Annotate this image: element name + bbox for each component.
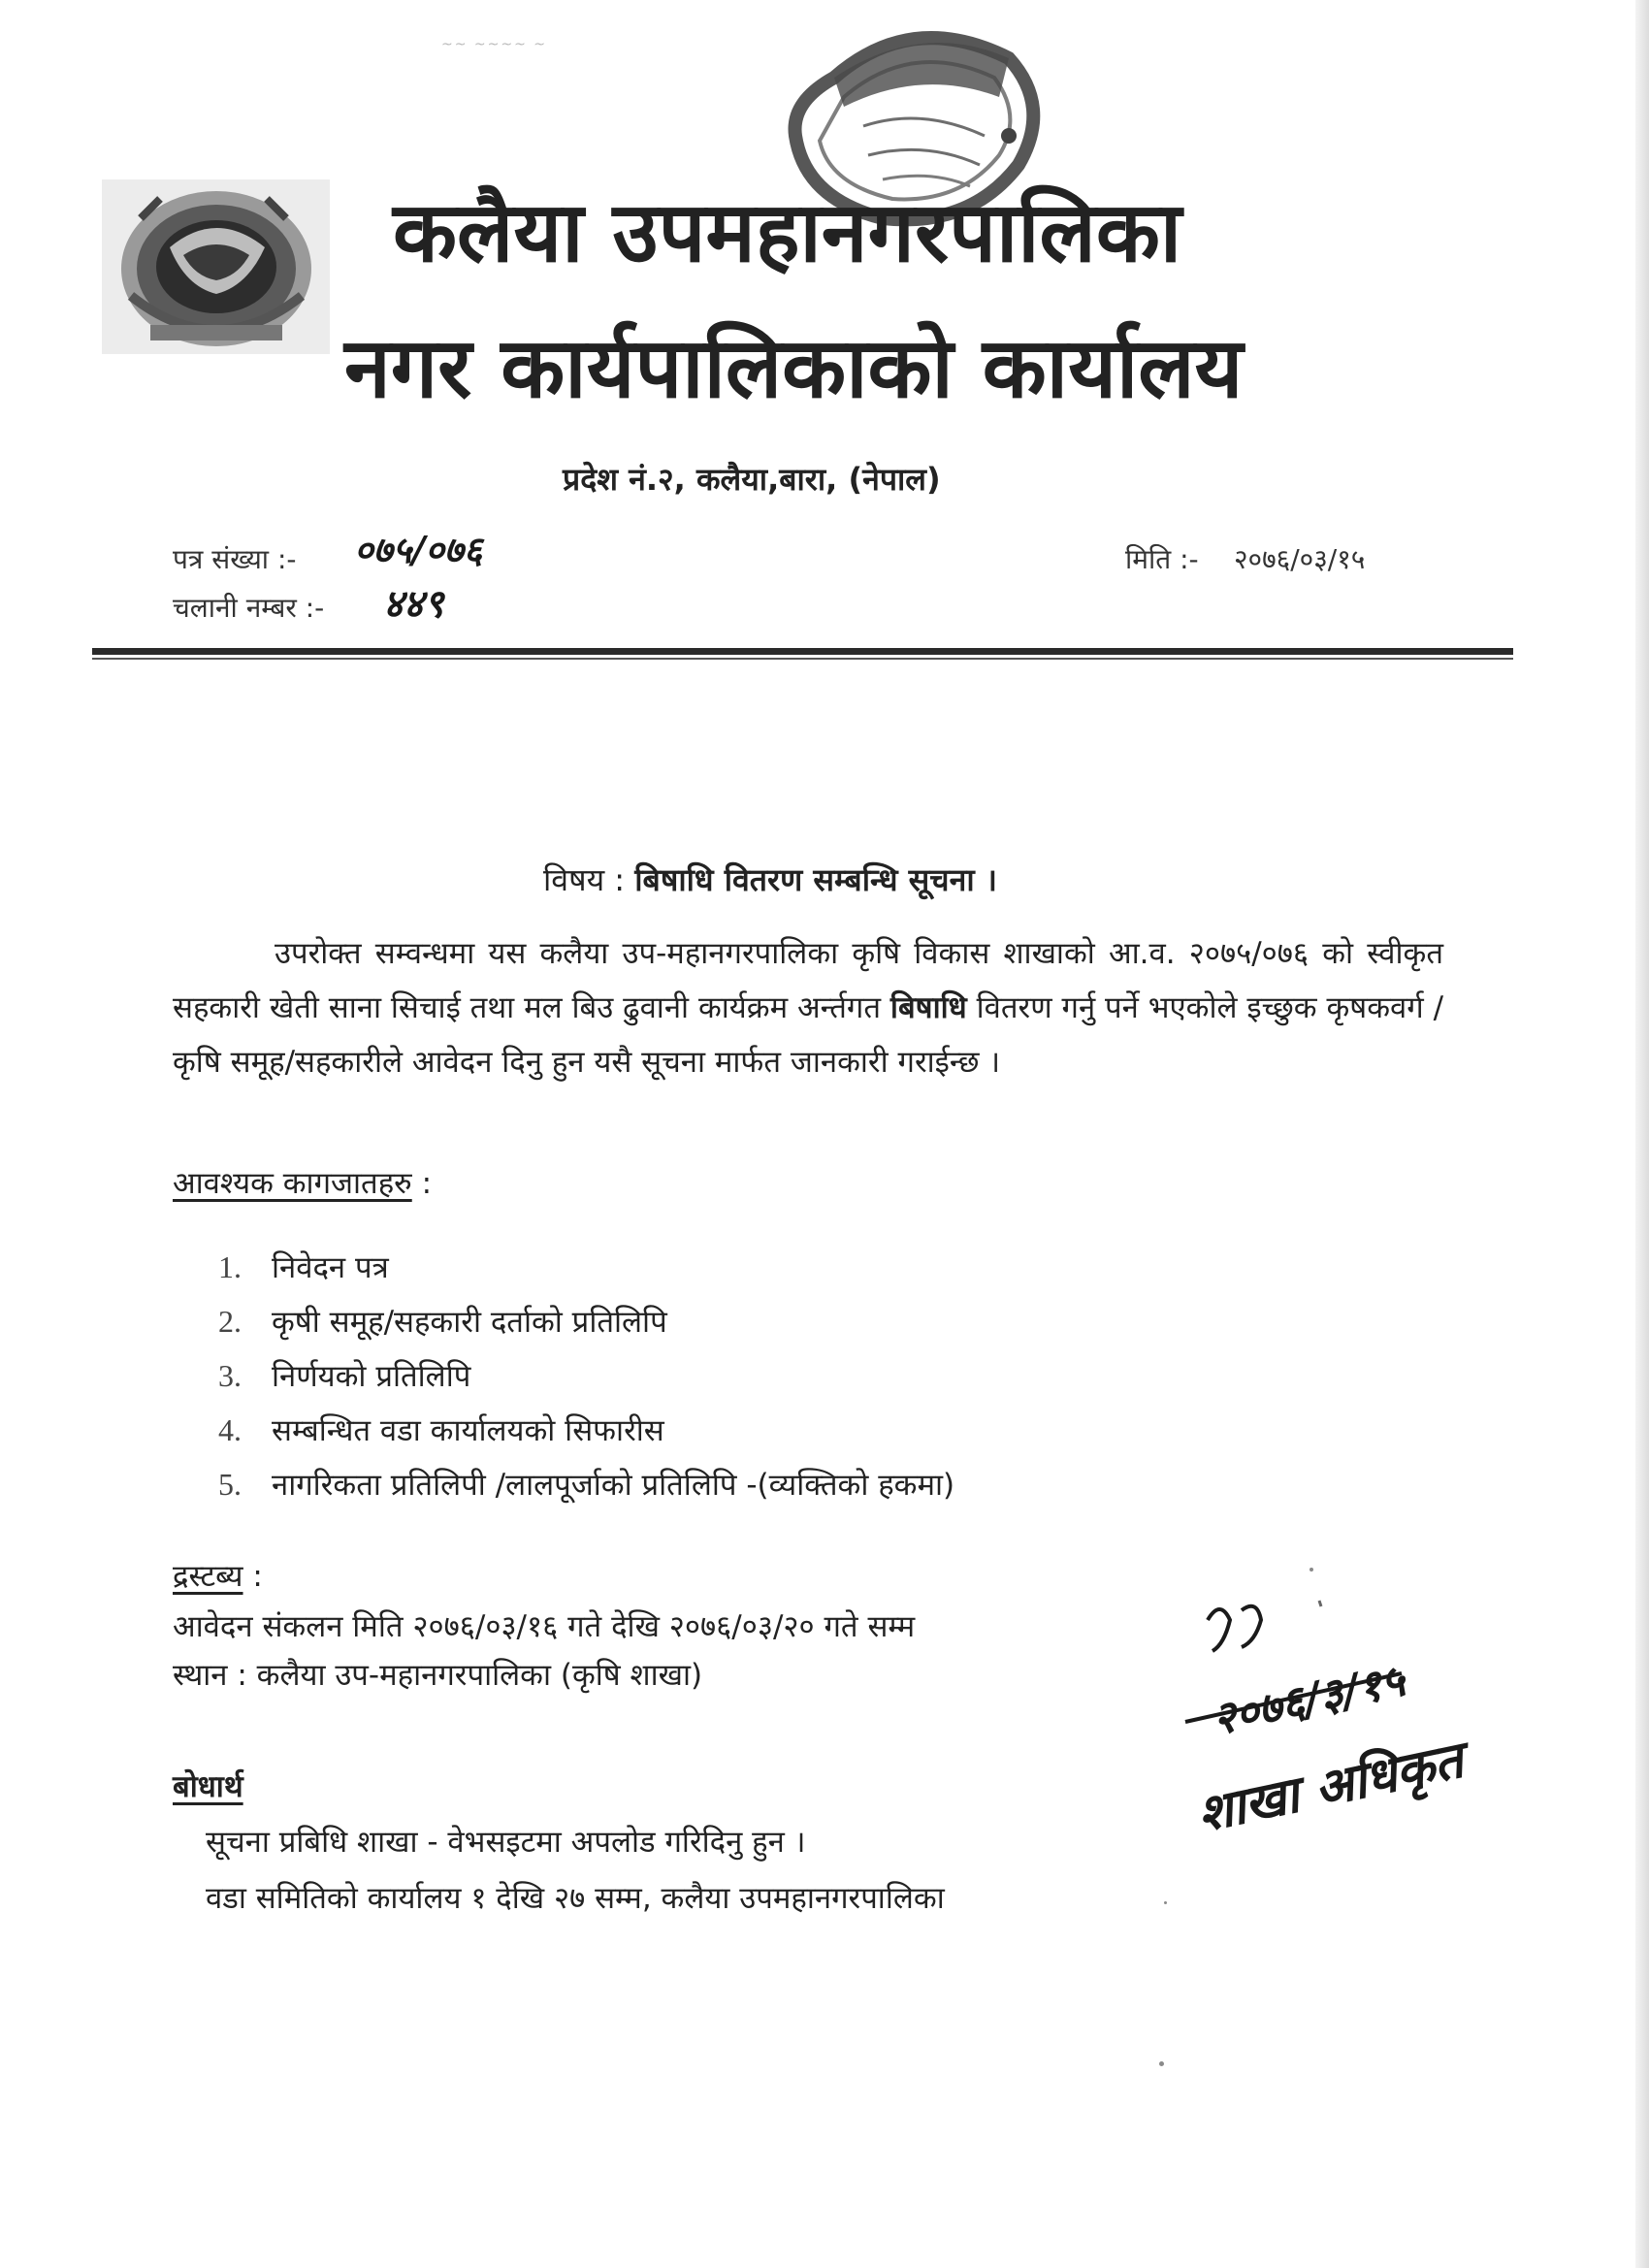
documents-heading-text: आवश्यक कागजातहरु bbox=[173, 1166, 412, 1201]
documents-list bbox=[218, 1240, 954, 1511]
cc-heading bbox=[173, 1766, 243, 1806]
list-item bbox=[218, 1294, 954, 1348]
cc-line-it-branch: सूचना प्रबिधि शाखा - वेभसइटमा अपलोड गरिदिनु हुन । bbox=[206, 1825, 806, 1860]
list-item bbox=[218, 1348, 954, 1403]
note-heading-text: द्रस्टब्य bbox=[173, 1559, 243, 1594]
list-item bbox=[218, 1457, 954, 1511]
office-address: प्रदेश नं.२, कलैया,बारा, (नेपाल) bbox=[563, 461, 941, 498]
list-item bbox=[218, 1240, 954, 1294]
cc-line-ward-offices: वडा समितिको कार्यालय १ देखि २७ सम्म, कलैया उपमहानगरपालिका bbox=[206, 1881, 945, 1916]
dispatch-no-value: ४४९ bbox=[383, 581, 444, 627]
list-number: 4. bbox=[218, 1411, 242, 1447]
faint-mark: ~~ ~~~~ ~ bbox=[441, 37, 548, 52]
list-text: नागरिकता प्रतिलिपी /लालपूर्जाको प्रतिलिपि -(व्यक्तिको हकमा) bbox=[272, 1468, 955, 1503]
subject-text: बिषाधि वितरण सम्बन्धि सूचना । bbox=[634, 861, 997, 898]
scan-speck bbox=[1164, 1901, 1167, 1904]
scan-speck bbox=[1159, 2061, 1164, 2066]
nepal-emblem-icon bbox=[102, 179, 330, 354]
list-text: सम्बन्धित वडा कार्यालयको सिफारीस bbox=[272, 1413, 664, 1448]
paragraph-bold-word: बिषाधि bbox=[889, 990, 967, 1025]
list-text: कृषी समूह/सहकारी दर्ताको प्रतिलिपि bbox=[272, 1305, 667, 1340]
date-value: २०७६/०३/१५ bbox=[1234, 543, 1366, 575]
signature-designation: शाखा अधिकृत bbox=[1192, 1730, 1469, 1845]
note-heading-suffix: : bbox=[252, 1559, 263, 1594]
list-number: 3. bbox=[218, 1357, 242, 1393]
documents-heading-suffix: : bbox=[421, 1166, 433, 1201]
municipality-title: कलैया उपमहानगरपालिका bbox=[393, 184, 1182, 281]
paragraph-rest: वितरण गर्नु पर्ने भएकोले इच्छुक कृषकवर्ग /कृषि समूह/सहकारीले आवेदन दिनु हुन यसै सूचना मार्फत जानकारी गराईन्छ । bbox=[173, 990, 1444, 1080]
letter-no-label: पत्र संख्या :- bbox=[173, 543, 297, 575]
subject-line bbox=[543, 859, 997, 900]
date-label: मिति :- bbox=[1125, 543, 1199, 575]
note-heading bbox=[173, 1555, 263, 1596]
list-number: 1. bbox=[218, 1248, 242, 1284]
documents-heading bbox=[173, 1162, 432, 1203]
list-text: निर्णयको प्रतिलिपि bbox=[272, 1359, 471, 1394]
collection-date-line: आवेदन संकलन मिति २०७६/०३/१६ गते देखि २०७६/०३/२० गते सम्म bbox=[173, 1609, 916, 1644]
header-rule bbox=[92, 648, 1513, 655]
header-rule-thin bbox=[92, 658, 1513, 660]
location-line: स्थान : कलैया उप-महानगरपालिका (कृषि शाखा) bbox=[173, 1658, 703, 1693]
scan-edge bbox=[1635, 0, 1649, 2268]
list-item bbox=[218, 1403, 954, 1457]
notice-paragraph bbox=[173, 926, 1443, 1089]
signature-block bbox=[1174, 1591, 1523, 1882]
dispatch-no-label: चलानी नम्बर :- bbox=[173, 592, 325, 624]
list-number: 5. bbox=[218, 1466, 242, 1502]
cc-heading-text: बोधार्थ bbox=[173, 1769, 243, 1804]
office-title: नगर कार्यपालिकाको कार्यालय bbox=[344, 320, 1244, 417]
subject-label: विषय : bbox=[543, 861, 626, 898]
list-number: 2. bbox=[218, 1303, 242, 1339]
list-text: निवेदन पत्र bbox=[272, 1250, 389, 1285]
paragraph-lead: उपरोक्त सम्वन्धमा यस कलैया उप-महानगरपालिका कृषि विकास शाखाको आ.व. २०७५/०७६ को स्वीकृत सहकारी खेती साना सिचाई तथा मल बिउ ढुवानी कार्यक्रम अर्न्तगत bbox=[173, 936, 1443, 1025]
letter-no-value: ०७५/०७६ bbox=[354, 528, 483, 571]
signature-date: २०७६/३/१५ bbox=[1207, 1653, 1409, 1746]
scan-speck bbox=[1310, 1568, 1313, 1571]
